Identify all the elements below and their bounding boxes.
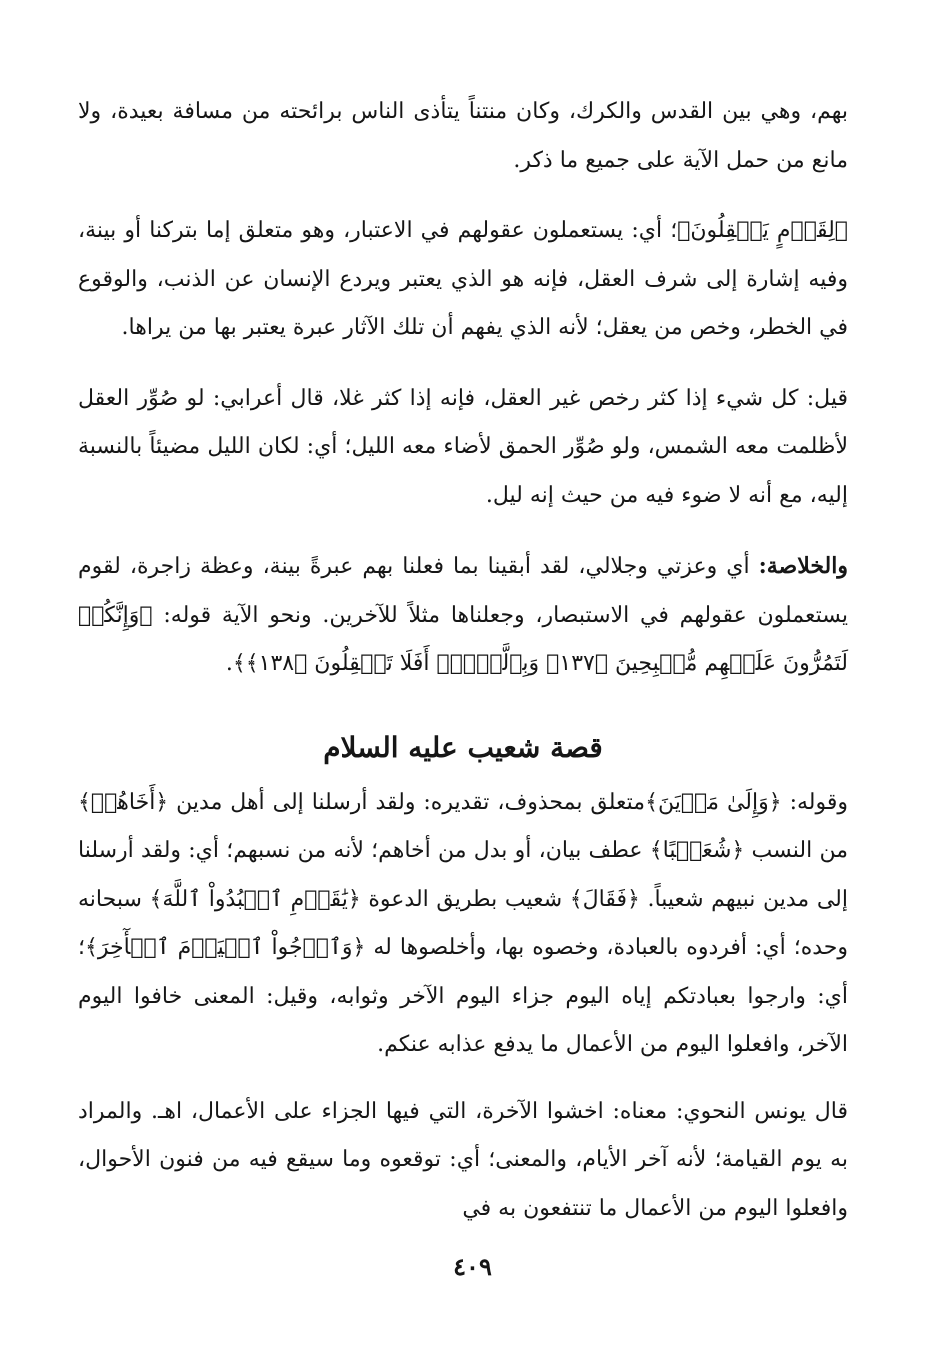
summary-label: والخلاصة: <box>758 553 848 579</box>
section-paragraph-2-text: قال يونس النحوي: معناه: اخشوا الآخرة، التي فيها الجزاء على الأعمال، اهـ. والمراد به يوم القيامة؛ لأنه آخر الأيام، والمعنى؛ أي: توقعوه وما سيقع فيه من فنون الأحوال، وافعلوا اليوم من الأعمال ما تنتفعون به في <box>78 1098 848 1221</box>
section-paragraph-1-text: وقوله: ﴿وَإِلَىٰ مَدۡيَنَ﴾متعلق بمحذوف، تقديره: ولقد أرسلنا إلى أهل مدين ﴿أَخَاهُمۡ﴾ من النسب ﴿شُعَيۡبًا﴾ عطف بيان، أو بدل من أخاهم؛ لأنه من نسبهم؛ أي: ولقد أرسلنا إلى مدين نبيهم شعيباً. ﴿فَقَالَ﴾ شعيب بطريق الدعوة ﴿يَٰقَوۡمِ ٱعۡبُدُواْ ٱللَّهَ﴾ سبحانه وحده؛ أي: أفردوه بالعبادة، وخصوه بها، وأخلصوها له ﴿وَٱرۡجُواْ ٱلۡيَوۡمَ ٱلۡأٓخِرَ﴾؛ أي: وارجوا بعبادتكم إياه اليوم جزاء اليوم الآخر وثوابه، وقيل: المعنى خافوا اليوم الآخر، وافعلوا اليوم من الأعمال ما يدفع عذابه عنكم. <box>78 789 848 1057</box>
section-paragraph-1 <box>78 779 848 1070</box>
page-body <box>78 88 848 1233</box>
paragraph-4-text: أي وعزتي وجلالي، لقد أبقينا بما فعلنا بهم عبرةً بينة، وعظة زاجرة، لقوم يستعملون عقولهم في الاستبصار، وجعلناها مثلاً للآخرين. ونحو الآية قوله: ﴿وَإِنَّكُمۡ لَتَمُرُّونَ عَلَيۡهِم مُّصۡبِحِينَ ﴿١٣٧﴾ وَبِٱلَّيۡلِۚ أَفَلَا تَعۡقِلُونَ ﴿١٣٨﴾﴾. <box>78 554 848 676</box>
paragraph-3 <box>78 375 848 521</box>
paragraph-4 <box>78 542 848 689</box>
section-heading: قصة شعيب عليه السلام <box>323 730 603 764</box>
paragraph-2-text: ﴿لِقَوۡمٍ يَعۡقِلُونَ﴾؛ أي: يستعملون عقولهم في الاعتبار، وهو متعلق إما بتركنا أو بينة، وفيه إشارة إلى شرف العقل، فإنه هو الذي يعتبر ويردع الإنسان عن الذنب، والوقوع في الخطر، وخص من يعقل؛ لأنه الذي يفهم أن تلك الآثار عبرة يعتبر بها من يراها. <box>78 218 848 340</box>
paragraph-3-text: قيل: كل شيء إذا كثر رخص غير العقل، فإنه إذا كثر غلا، قال أعرابي: لو صُوِّر العقل لأظلمت معه الشمس، ولو صُوِّر الحمق لأضاء معه الليل؛ أي: لكان الليل مضيئاً بالنسبة إليه، مع أنه لا ضوء فيه من حيث إنه ليل. <box>78 385 848 508</box>
paragraph-1-text: بهم، وهي بين القدس والكرك، وكان منتناً يتأذى الناس برائحته من مسافة بعيدة، ولا مانع من حمل الآية على جميع ما ذكر. <box>78 99 848 173</box>
page-number: ٤٠٩ <box>453 1252 492 1281</box>
paragraph-1 <box>78 88 848 185</box>
paragraph-2 <box>78 207 848 353</box>
section-paragraph-2 <box>78 1088 848 1234</box>
